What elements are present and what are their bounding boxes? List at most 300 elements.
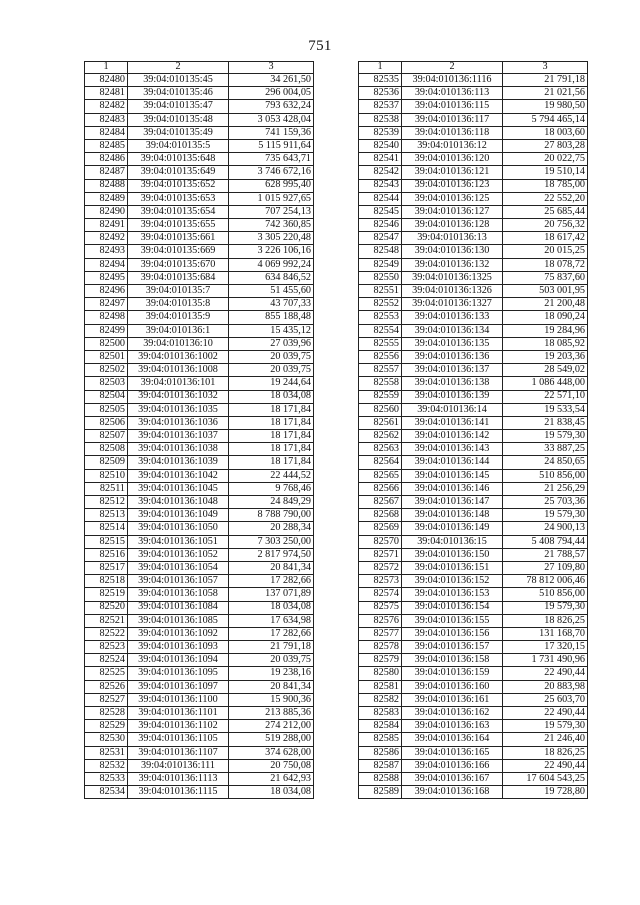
cadastral-number: 39:04:010135:649	[128, 166, 229, 179]
table-row	[359, 693, 588, 706]
cadastral-number: 39:04:010136:165	[402, 746, 503, 759]
row-number: 82496	[85, 285, 128, 298]
row-number: 82516	[85, 548, 128, 561]
row-number: 82482	[85, 100, 128, 113]
cadastral-number: 39:04:010136:1037	[128, 430, 229, 443]
row-number: 82546	[359, 219, 402, 232]
cadastral-value: 21 791,18	[503, 74, 588, 87]
cadastral-number: 39:04:010136:1085	[128, 614, 229, 627]
cadastral-value: 19 579,30	[503, 601, 588, 614]
cadastral-value: 24 900,13	[503, 522, 588, 535]
table-row	[85, 258, 314, 271]
cadastral-value: 296 004,05	[229, 87, 314, 100]
row-number: 82508	[85, 443, 128, 456]
row-number: 82568	[359, 509, 402, 522]
cadastral-number: 39:04:010136:155	[402, 614, 503, 627]
row-number: 82583	[359, 707, 402, 720]
cadastral-value: 20 841,34	[229, 561, 314, 574]
row-number: 82581	[359, 680, 402, 693]
row-number: 82559	[359, 390, 402, 403]
row-number: 82578	[359, 641, 402, 654]
row-number: 82566	[359, 482, 402, 495]
cadastral-value: 27 803,28	[503, 139, 588, 152]
row-number: 82562	[359, 430, 402, 443]
cadastral-value: 20 039,75	[229, 364, 314, 377]
cadastral-number: 39:04:010136:154	[402, 601, 503, 614]
row-number: 82498	[85, 311, 128, 324]
table-row	[359, 654, 588, 667]
table-header-row	[359, 62, 588, 74]
cadastral-number: 39:04:010136:118	[402, 126, 503, 139]
cadastral-number: 39:04:010136:136	[402, 350, 503, 363]
cadastral-number: 39:04:010136:1113	[128, 772, 229, 785]
table-row	[359, 641, 588, 654]
row-number: 82551	[359, 285, 402, 298]
table-row	[85, 746, 314, 759]
row-number: 82553	[359, 311, 402, 324]
cadastral-number: 39:04:010136:1325	[402, 271, 503, 284]
cadastral-number: 39:04:010136:1057	[128, 575, 229, 588]
cadastral-value: 18 171,84	[229, 443, 314, 456]
table-row	[85, 720, 314, 733]
row-number: 82550	[359, 271, 402, 284]
table-row	[85, 126, 314, 139]
cadastral-value: 19 510,14	[503, 166, 588, 179]
table-row	[359, 74, 588, 87]
row-number: 82509	[85, 456, 128, 469]
table-row	[359, 482, 588, 495]
row-number: 82529	[85, 720, 128, 733]
cadastral-number: 39:04:010136:1050	[128, 522, 229, 535]
cadastral-value: 19 579,30	[503, 430, 588, 443]
cadastral-value: 27 109,80	[503, 561, 588, 574]
cadastral-value: 22 444,52	[229, 469, 314, 482]
table-row	[359, 680, 588, 693]
table-row	[85, 285, 314, 298]
row-number: 82523	[85, 641, 128, 654]
cadastral-number: 39:04:010136:147	[402, 496, 503, 509]
row-number: 82577	[359, 627, 402, 640]
row-number: 82536	[359, 87, 402, 100]
row-number: 82487	[85, 166, 128, 179]
row-number: 82528	[85, 707, 128, 720]
cadastral-value: 5 115 911,64	[229, 139, 314, 152]
cadastral-number: 39:04:010136:1036	[128, 416, 229, 429]
cadastral-value: 8 788 790,00	[229, 509, 314, 522]
row-number: 82492	[85, 232, 128, 245]
cadastral-value: 15 900,36	[229, 693, 314, 706]
table-row	[85, 456, 314, 469]
table-row	[85, 271, 314, 284]
cadastral-number: 39:04:010136:141	[402, 416, 503, 429]
cadastral-number: 39:04:010136:151	[402, 561, 503, 574]
row-number: 82494	[85, 258, 128, 271]
row-number: 82510	[85, 469, 128, 482]
cadastral-number: 39:04:010136:139	[402, 390, 503, 403]
table-row	[359, 113, 588, 126]
row-number: 82540	[359, 139, 402, 152]
table-row	[85, 548, 314, 561]
cadastral-number: 39:04:010136:144	[402, 456, 503, 469]
table-row	[359, 364, 588, 377]
row-number: 82525	[85, 667, 128, 680]
row-number: 82506	[85, 416, 128, 429]
table-row	[359, 285, 588, 298]
cadastral-value: 1 731 490,96	[503, 654, 588, 667]
cadastral-number: 39:04:010136:134	[402, 324, 503, 337]
table-row	[85, 601, 314, 614]
table-row	[85, 772, 314, 785]
table-row	[85, 509, 314, 522]
cadastral-value: 503 001,95	[503, 285, 588, 298]
cadastral-number: 39:04:010135:661	[128, 232, 229, 245]
table-row	[359, 443, 588, 456]
row-number: 82547	[359, 232, 402, 245]
row-number: 82576	[359, 614, 402, 627]
cadastral-value: 7 303 250,00	[229, 535, 314, 548]
cadastral-number: 39:04:010136:149	[402, 522, 503, 535]
cadastral-value: 20 288,34	[229, 522, 314, 535]
row-number: 82539	[359, 126, 402, 139]
row-number: 82503	[85, 377, 128, 390]
row-number: 82488	[85, 179, 128, 192]
table-header-row	[85, 62, 314, 74]
row-number: 82564	[359, 456, 402, 469]
row-number: 82524	[85, 654, 128, 667]
cadastral-value: 22 552,20	[503, 192, 588, 205]
row-number: 82485	[85, 139, 128, 152]
cadastral-number: 39:04:010135:46	[128, 87, 229, 100]
row-number: 82542	[359, 166, 402, 179]
cadastral-value: 374 628,00	[229, 746, 314, 759]
page-number: 751	[308, 38, 332, 54]
row-number: 82554	[359, 324, 402, 337]
cadastral-number: 39:04:010136:143	[402, 443, 503, 456]
cadastral-number: 39:04:010136:123	[402, 179, 503, 192]
cadastral-value: 20 756,32	[503, 219, 588, 232]
cadastral-number: 39:04:010136:161	[402, 693, 503, 706]
cadastral-value: 18 171,84	[229, 403, 314, 416]
cadastral-number: 39:04:010136:1038	[128, 443, 229, 456]
cadastral-number: 39:04:010136:163	[402, 720, 503, 733]
row-number: 82522	[85, 627, 128, 640]
row-number: 82544	[359, 192, 402, 205]
table-row	[85, 614, 314, 627]
cadastral-number: 39:04:010135:669	[128, 245, 229, 258]
row-number: 82560	[359, 403, 402, 416]
row-number: 82514	[85, 522, 128, 535]
table-row	[85, 74, 314, 87]
cadastral-value: 510 856,00	[503, 588, 588, 601]
row-number: 82507	[85, 430, 128, 443]
cadastral-value: 18 003,60	[503, 126, 588, 139]
cadastral-number: 39:04:010136:1032	[128, 390, 229, 403]
left-cadastral-table	[84, 61, 314, 799]
cadastral-value: 20 039,75	[229, 350, 314, 363]
table-row	[359, 509, 588, 522]
table-row	[85, 377, 314, 390]
table-row	[85, 641, 314, 654]
row-number: 82489	[85, 192, 128, 205]
cadastral-value: 634 846,52	[229, 271, 314, 284]
cadastral-value: 24 849,29	[229, 496, 314, 509]
cadastral-value: 735 643,71	[229, 153, 314, 166]
table-row	[359, 469, 588, 482]
row-number: 82533	[85, 772, 128, 785]
cadastral-value: 51 455,60	[229, 285, 314, 298]
table-row	[85, 179, 314, 192]
cadastral-value: 22 490,44	[503, 667, 588, 680]
cadastral-number: 39:04:010136:1052	[128, 548, 229, 561]
cadastral-number: 39:04:010136:1	[128, 324, 229, 337]
cadastral-number: 39:04:010136:159	[402, 667, 503, 680]
cadastral-number: 39:04:010136:1008	[128, 364, 229, 377]
row-number: 82531	[85, 746, 128, 759]
row-number: 82502	[85, 364, 128, 377]
table-row	[85, 205, 314, 218]
cadastral-number: 39:04:010136:160	[402, 680, 503, 693]
cadastral-number: 39:04:010136:135	[402, 337, 503, 350]
table-row	[85, 535, 314, 548]
right-cadastral-table	[358, 61, 588, 799]
row-number: 82504	[85, 390, 128, 403]
cadastral-value: 18 785,00	[503, 179, 588, 192]
table-row	[85, 733, 314, 746]
cadastral-value: 17 282,66	[229, 627, 314, 640]
row-number: 82518	[85, 575, 128, 588]
cadastral-value: 34 261,50	[229, 74, 314, 87]
table-row	[85, 759, 314, 772]
row-number: 82565	[359, 469, 402, 482]
table-row	[359, 337, 588, 350]
cadastral-value: 19 238,16	[229, 667, 314, 680]
cadastral-value: 2 817 974,50	[229, 548, 314, 561]
cadastral-value: 628 995,40	[229, 179, 314, 192]
header-col-2: 2	[128, 62, 229, 74]
cadastral-value: 5 794 465,14	[503, 113, 588, 126]
cadastral-value: 18 034,08	[229, 786, 314, 799]
row-number: 82584	[359, 720, 402, 733]
table-row	[85, 390, 314, 403]
cadastral-value: 131 168,70	[503, 627, 588, 640]
cadastral-number: 39:04:010135:652	[128, 179, 229, 192]
table-row	[85, 654, 314, 667]
table-row	[359, 139, 588, 152]
table-row	[85, 469, 314, 482]
table-row	[359, 258, 588, 271]
cadastral-value: 19 203,36	[503, 350, 588, 363]
cadastral-value: 519 288,00	[229, 733, 314, 746]
row-number: 82480	[85, 74, 128, 87]
cadastral-number: 39:04:010136:157	[402, 641, 503, 654]
cadastral-value: 17 320,15	[503, 641, 588, 654]
cadastral-number: 39:04:010136:152	[402, 575, 503, 588]
table-row	[85, 416, 314, 429]
cadastral-value: 18 171,84	[229, 456, 314, 469]
row-number: 82484	[85, 126, 128, 139]
cadastral-number: 39:04:010136:121	[402, 166, 503, 179]
table-row	[359, 720, 588, 733]
cadastral-number: 39:04:010136:1084	[128, 601, 229, 614]
row-number: 82572	[359, 561, 402, 574]
table-row	[85, 707, 314, 720]
right-table-body	[359, 62, 588, 799]
row-number: 82548	[359, 245, 402, 258]
row-number: 82579	[359, 654, 402, 667]
cadastral-number: 39:04:010135:45	[128, 74, 229, 87]
cadastral-value: 24 850,65	[503, 456, 588, 469]
row-number: 82574	[359, 588, 402, 601]
table-row	[359, 707, 588, 720]
row-number: 82543	[359, 179, 402, 192]
cadastral-number: 39:04:010136:10	[128, 337, 229, 350]
cadastral-number: 39:04:010136:1116	[402, 74, 503, 87]
row-number: 82538	[359, 113, 402, 126]
table-row	[85, 443, 314, 456]
row-number: 82521	[85, 614, 128, 627]
cadastral-value: 17 634,98	[229, 614, 314, 627]
table-row	[85, 153, 314, 166]
cadastral-number: 39:04:010136:1095	[128, 667, 229, 680]
row-number: 82545	[359, 205, 402, 218]
cadastral-value: 3 746 672,16	[229, 166, 314, 179]
cadastral-value: 21 791,18	[229, 641, 314, 654]
cadastral-number: 39:04:010135:47	[128, 100, 229, 113]
table-row	[359, 416, 588, 429]
cadastral-value: 3 226 106,16	[229, 245, 314, 258]
row-number: 82532	[85, 759, 128, 772]
table-row	[359, 100, 588, 113]
table-row	[359, 245, 588, 258]
table-row	[359, 126, 588, 139]
cadastral-value: 510 856,00	[503, 469, 588, 482]
row-number: 82513	[85, 509, 128, 522]
row-number: 82557	[359, 364, 402, 377]
table-row	[359, 271, 588, 284]
cadastral-number: 39:04:010136:127	[402, 205, 503, 218]
table-row	[85, 667, 314, 680]
table-row	[359, 456, 588, 469]
cadastral-value: 19 980,50	[503, 100, 588, 113]
cadastral-number: 39:04:010136:133	[402, 311, 503, 324]
row-number: 82501	[85, 350, 128, 363]
row-number: 82555	[359, 337, 402, 350]
cadastral-number: 39:04:010135:7	[128, 285, 229, 298]
cadastral-number: 39:04:010136:1058	[128, 588, 229, 601]
row-number: 82519	[85, 588, 128, 601]
row-number: 82582	[359, 693, 402, 706]
table-row	[359, 496, 588, 509]
cadastral-number: 39:04:010136:132	[402, 258, 503, 271]
cadastral-number: 39:04:010136:128	[402, 219, 503, 232]
cadastral-number: 39:04:010136:150	[402, 548, 503, 561]
cadastral-value: 18 085,92	[503, 337, 588, 350]
cadastral-value: 3 305 220,48	[229, 232, 314, 245]
cadastral-number: 39:04:010136:168	[402, 786, 503, 799]
cadastral-value: 18 034,08	[229, 601, 314, 614]
row-number: 82589	[359, 786, 402, 799]
header-col-3: 3	[503, 62, 588, 74]
table-row	[85, 522, 314, 535]
cadastral-value: 19 579,30	[503, 720, 588, 733]
row-number: 82587	[359, 759, 402, 772]
cadastral-value: 18 617,42	[503, 232, 588, 245]
cadastral-number: 39:04:010136:1002	[128, 350, 229, 363]
table-row	[85, 100, 314, 113]
cadastral-number: 39:04:010136:156	[402, 627, 503, 640]
row-number: 82500	[85, 337, 128, 350]
cadastral-number: 39:04:010135:9	[128, 311, 229, 324]
row-number: 82491	[85, 219, 128, 232]
cadastral-value: 21 021,56	[503, 87, 588, 100]
cadastral-value: 21 256,29	[503, 482, 588, 495]
cadastral-value: 213 885,36	[229, 707, 314, 720]
cadastral-number: 39:04:010135:49	[128, 126, 229, 139]
cadastral-number: 39:04:010135:8	[128, 298, 229, 311]
cadastral-value: 27 039,96	[229, 337, 314, 350]
cadastral-number: 39:04:010136:1093	[128, 641, 229, 654]
cadastral-number: 39:04:010136:14	[402, 403, 503, 416]
cadastral-value: 33 887,25	[503, 443, 588, 456]
row-number: 82499	[85, 324, 128, 337]
table-row	[359, 588, 588, 601]
cadastral-number: 39:04:010135:655	[128, 219, 229, 232]
table-row	[359, 548, 588, 561]
row-number: 82569	[359, 522, 402, 535]
table-row	[359, 324, 588, 337]
table-row	[359, 746, 588, 759]
cadastral-number: 39:04:010136:1102	[128, 720, 229, 733]
cadastral-number: 39:04:010136:1045	[128, 482, 229, 495]
table-row	[359, 205, 588, 218]
cadastral-value: 17 282,66	[229, 575, 314, 588]
table-row	[85, 298, 314, 311]
table-row	[85, 403, 314, 416]
table-row	[359, 403, 588, 416]
cadastral-value: 5 408 794,44	[503, 535, 588, 548]
table-row	[359, 601, 588, 614]
cadastral-number: 39:04:010136:113	[402, 87, 503, 100]
row-number: 82497	[85, 298, 128, 311]
cadastral-value: 137 071,89	[229, 588, 314, 601]
cadastral-value: 18 826,25	[503, 746, 588, 759]
cadastral-value: 15 435,12	[229, 324, 314, 337]
header-col-2: 2	[402, 62, 503, 74]
table-row	[85, 430, 314, 443]
table-row	[85, 87, 314, 100]
row-number: 82493	[85, 245, 128, 258]
table-row	[85, 364, 314, 377]
cadastral-value: 21 200,48	[503, 298, 588, 311]
cadastral-value: 19 579,30	[503, 509, 588, 522]
row-number: 82541	[359, 153, 402, 166]
cadastral-value: 741 159,36	[229, 126, 314, 139]
table-row	[85, 786, 314, 799]
row-number: 82571	[359, 548, 402, 561]
cadastral-number: 39:04:010136:1049	[128, 509, 229, 522]
row-number: 82490	[85, 205, 128, 218]
table-row	[359, 298, 588, 311]
cadastral-value: 18 171,84	[229, 416, 314, 429]
cadastral-value: 18 826,25	[503, 614, 588, 627]
cadastral-value: 43 707,33	[229, 298, 314, 311]
cadastral-number: 39:04:010136:137	[402, 364, 503, 377]
table-row	[359, 311, 588, 324]
cadastral-number: 39:04:010136:164	[402, 733, 503, 746]
cadastral-number: 39:04:010136:1105	[128, 733, 229, 746]
table-row	[359, 614, 588, 627]
cadastral-number: 39:04:010136:15	[402, 535, 503, 548]
